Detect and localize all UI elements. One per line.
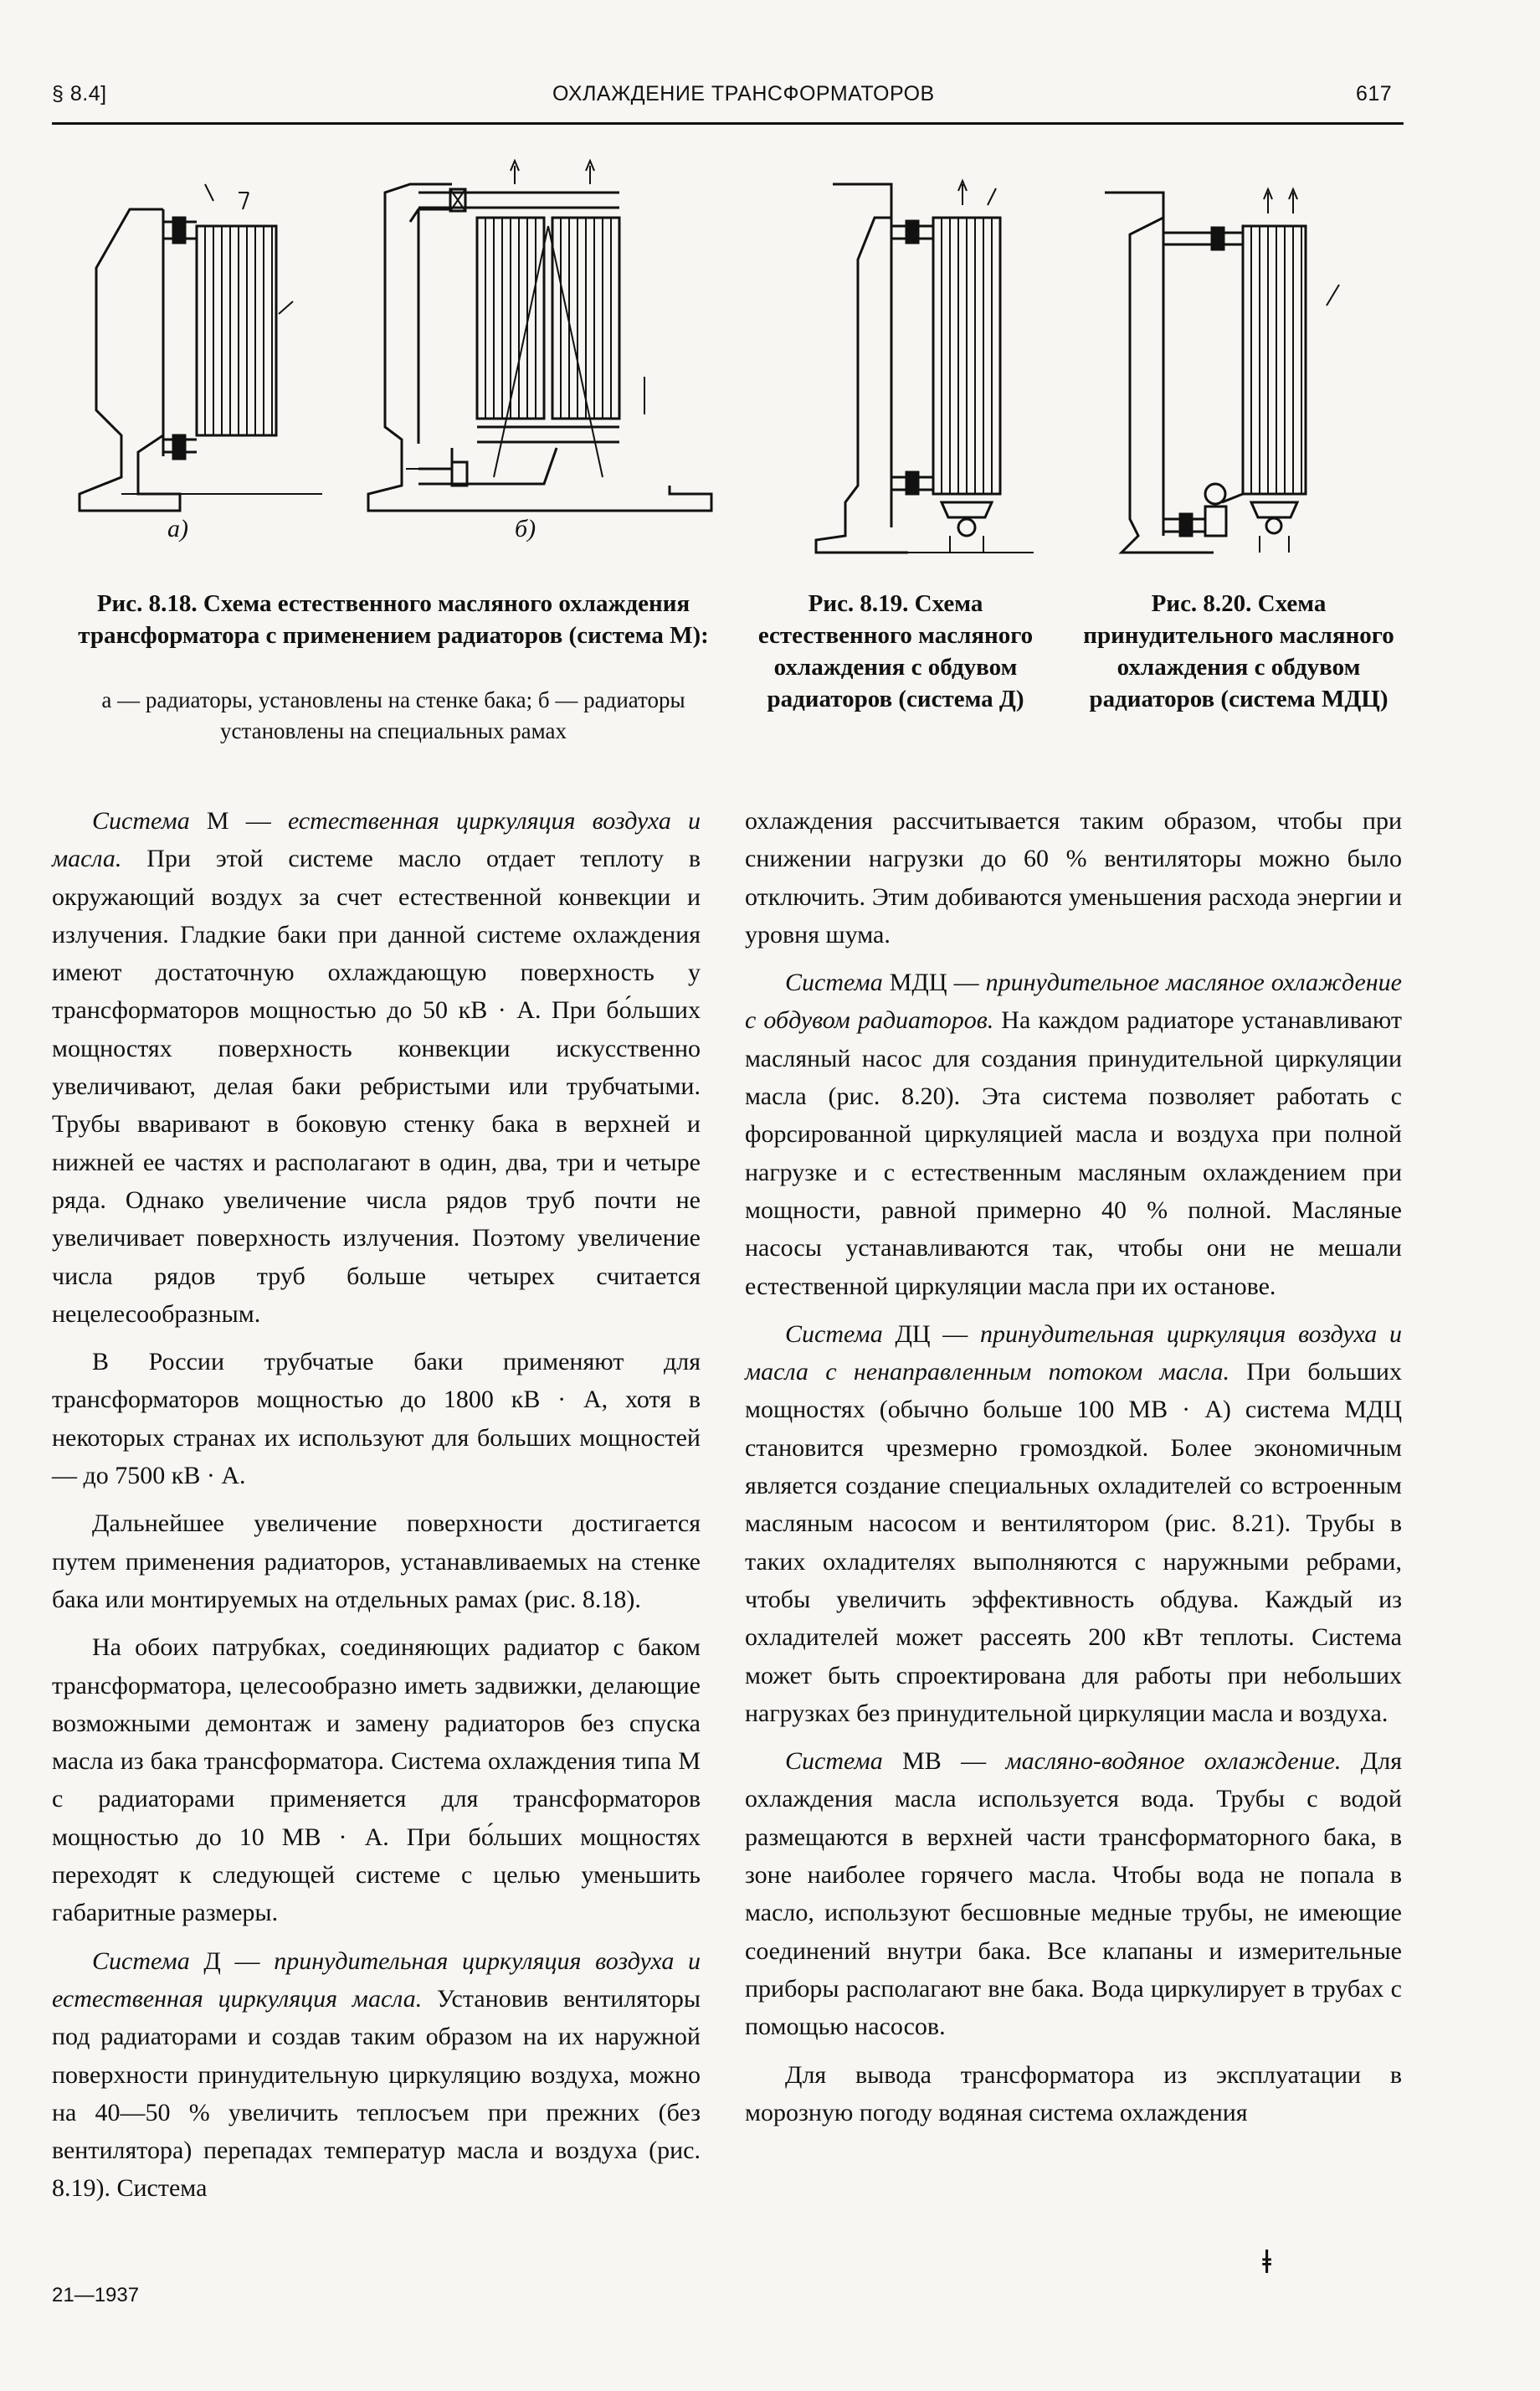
paragraph-system-d: [52, 1942, 701, 2208]
paragraph-system-mv: [745, 1742, 1402, 2045]
figure-8-18-caption-title: Рис. 8.18. Схема естественного масляного охлаждения трансформатора с применением радиаторов (система М):: [78, 590, 709, 649]
figure-8-18a-diagram: [71, 176, 347, 527]
system-name: Д —: [189, 1946, 275, 1975]
text-column-right: [745, 802, 1402, 2131]
figure-8-20-diagram: [1088, 167, 1364, 569]
text-column-left: [52, 802, 701, 2208]
paragraph-system-dc: [745, 1315, 1402, 1732]
figure-8-19-caption: Рис. 8.19. Схема естественного масляного охлаждения с обдувом радиаторов (система Д): [757, 590, 1034, 712]
paragraph-body: Установив вентиляторы под радиаторами и создав таким образом на их наружной поверхности принудительную циркуляцию воздуха, можно на 40—50 % увеличить теплосъем при прежних (без вентилятора) перепадах температур масла и воздуха (рис. 8.19). Система: [52, 1984, 701, 2203]
system-lead: Система: [785, 1319, 883, 1348]
figure-8-18b-label: б): [515, 515, 536, 542]
figure-8-18-caption-detail: а — радиаторы, установлены на стенке бака; б — радиаторы установлены на специальных рамах: [101, 687, 685, 743]
system-name: М —: [189, 807, 288, 835]
paragraph-body: При больших мощностях (обычно больше 100 МВ · А) система МДЦ становится чрезмерно громоздкой. Более экономичным является создание специальных охладителей со встроенным масляным насосом и вентилятором (рис. 8.21). Трубы в таких охладителях выполняются с наружными ребрами, чтобы увеличить эффективность обдува. Каждый из охладителей может рассеять 200 кВт теплоты. Система может быть спроектирована для работы при небольших нагрузках без принудительной циркуляции масла и воздуха.: [745, 1358, 1402, 1727]
page-number: 617: [1356, 82, 1393, 105]
system-lead: Система: [92, 807, 190, 835]
running-head-section: § 8.4]: [52, 82, 107, 105]
paragraph-body: Для охлаждения масла используется вода. Трубы с водой размещаются в верхней части трансформаторного бака, в зоне наиболее горячего масла. Чтобы вода не попала в масло, используют бесшовные медные трубы, не имеющие соединений внутри бака. Все клапаны и измерительные приборы располагают вне бака. Вода циркулирует в трубах с помощью насосов.: [745, 1747, 1403, 2041]
system-lead: Система: [785, 1747, 883, 1776]
figure-8-18b-diagram: [360, 159, 720, 527]
system-name: ДЦ —: [882, 1319, 981, 1348]
system-title: принудительная циркуляция воздуха и масла с ненаправленным потоком масла.: [745, 1319, 1402, 1386]
paragraph-valves: На обоих патрубках, соединяющих радиатор с баком трансформатора, целесообразно иметь задвижки, делающие возможными демонтаж и замену радиаторов без спуска масла из бака трансформатора. Система охлаждения типа М с радиаторами применяется для трансформаторов мощностью до 10 МВ · А. При бо́льших мощностях переходят к следующей системе с целью уменьшить габаритные размеры.: [52, 1633, 701, 1927]
printer-signature: 21—1937: [52, 2284, 140, 2306]
paragraph-continued: охлаждения рассчитывается таким образом, чтобы при снижении нагрузки до 60 % вентиляторы можно было отключить. Этим добиваются уменьшения расхода энергии и уровня шума.: [745, 807, 1402, 949]
figure-8-20-caption: Рис. 8.20. Схема принудительного масляного охлаждения с обдувом радиаторов (система МДЦ): [1083, 590, 1394, 712]
system-lead: Система: [92, 1946, 190, 1975]
header-rule: [52, 122, 1404, 125]
system-title: принудительная циркуляция воздуха и естественная циркуляция масла.: [52, 1946, 701, 2013]
paragraph-body: На каждом радиаторе устанавливают масляный насос для создания принудительной циркуляции масла (рис. 8.20). Эта система позволяет работать с форсированной циркуляцией масла и воздуха при полной нагрузке и с естественным масляным охлаждением при мощности, равной примерно 40 % полной. Масляные насосы устанавливаются так, чтобы они не мешали естественной циркуляции масла при их останове.: [745, 1006, 1402, 1300]
figure-8-18-caption-text: [71, 685, 716, 747]
system-title: естественная циркуляция воздуха и масла.: [52, 807, 701, 873]
printer-mark: ǂ: [1262, 2243, 1272, 2280]
paragraph-winter-shutdown: Для вывода трансформатора из эксплуатации в морозную погоду водяная система охлаждения: [745, 2060, 1402, 2126]
paragraph-tube-tanks: В России трубчатые баки применяют для трансформаторов мощностью до 1800 кВ · А, хотя в некоторых странах их используют для больших мощностей — до 7500 кВ · А.: [52, 1348, 701, 1490]
paragraph-system-mdc: [745, 964, 1402, 1305]
system-name: МДЦ —: [882, 969, 986, 997]
paragraph-radiators: Дальнейшее увеличение поверхности достигается путем применения радиаторов, устанавливаемых на стенке бака или монтируемых на отдельных рамах (рис. 8.18).: [52, 1509, 701, 1613]
system-name: МВ —: [882, 1747, 1006, 1776]
system-lead: Система: [785, 969, 883, 997]
paragraph-system-m: [52, 802, 701, 1333]
paragraph-body: При этой системе масло отдает теплоту в окружающий воздух за счет естественной конвекции и излучения. Гладкие баки при данной системе охлаждения имеют достаточную охлаждающую поверхность у трансформаторов мощностью до 50 кВ · А. При бо́льших мощностях поверхность конвекции искусственно увеличивают, делая баки ребристыми или трубчатыми. Трубы вваривают в боковую стенку бака в верхней и нижней ее частях и располагают в один, два, три и четыре ряда. Однако увеличение числа рядов труб почти не увеличивает поверхность излучения. Поэтому увеличение числа рядов труб больше четырех считается нецелесообразным.: [52, 845, 701, 1328]
figure-8-18a-label: а): [167, 515, 188, 542]
system-title: принудительное масляное охлаждение с обдувом радиаторов.: [745, 969, 1402, 1035]
running-head-title: ОХЛАЖДЕНИЕ ТРАНСФОРМАТОРОВ: [552, 82, 935, 105]
figure-8-19-diagram: [799, 167, 1050, 569]
system-title: масляно-водяное охлаждение.: [1005, 1747, 1342, 1776]
